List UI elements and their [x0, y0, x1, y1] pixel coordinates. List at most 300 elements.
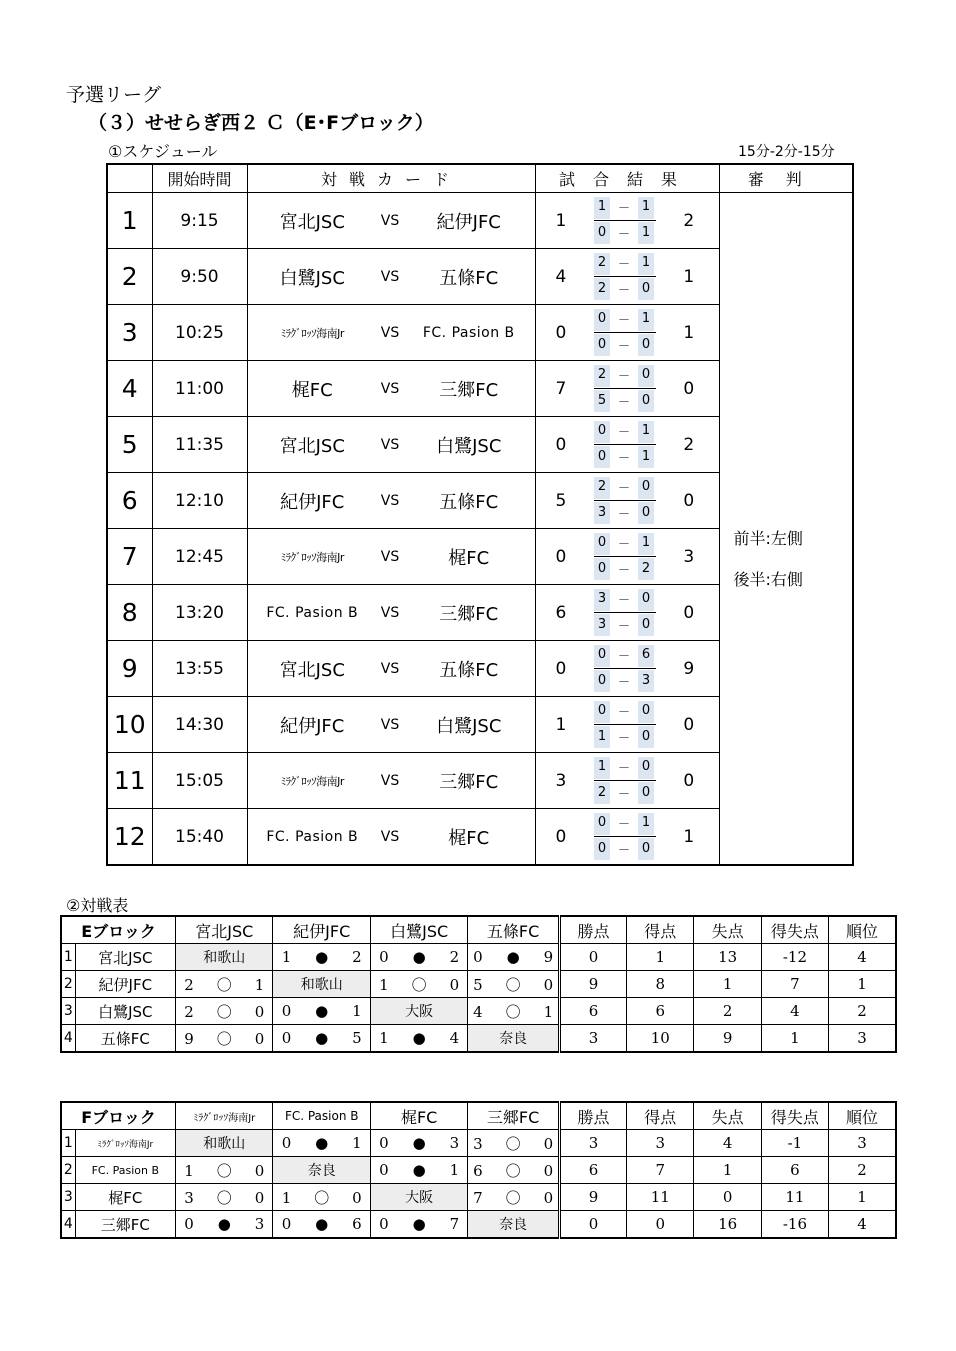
score-dash: － [618, 313, 631, 327]
goals-against: 0 [543, 1188, 554, 1207]
half-score-box [593, 641, 657, 696]
stat-value: 1 [694, 971, 761, 998]
away-first-half: 0 [641, 759, 651, 774]
score-dash: － [618, 369, 631, 383]
half-score-box [593, 417, 657, 472]
half-score-box [593, 249, 657, 304]
score-dash: － [618, 843, 631, 857]
goals-for: 0 [379, 1215, 389, 1233]
away-second-half: 0 [641, 281, 651, 296]
row-team: FC. Pasion B [75, 1157, 175, 1184]
stat-value: -16 [761, 1211, 828, 1239]
result-mark: ● [315, 1134, 329, 1152]
home-second-half: 0 [597, 561, 607, 576]
stat-value: 1 [694, 1157, 761, 1184]
stat-value: 0 [559, 944, 626, 971]
score-dash: － [618, 507, 631, 521]
away-score: 1 [659, 249, 719, 305]
match-time: 14:30 [152, 697, 247, 753]
result-cell [176, 1211, 273, 1239]
goals-against: 5 [352, 1029, 362, 1047]
match-number: 6 [107, 473, 152, 529]
away-second-half: 2 [641, 561, 651, 576]
stat-header: 順位 [829, 1102, 896, 1130]
away-score: 0 [659, 473, 719, 529]
home-second-half: 2 [597, 281, 607, 296]
goals-for: 4 [473, 1002, 483, 1021]
goals-for: 1 [281, 1188, 292, 1207]
home-team: FC. Pasion B [247, 809, 377, 866]
result-cell [273, 1025, 370, 1053]
away-team: FC. Pasion B [403, 305, 535, 361]
standings-row [61, 1025, 896, 1053]
standings-row [61, 971, 896, 998]
half-score-box [593, 585, 657, 640]
stat-value: 6 [627, 998, 694, 1025]
away-second-half: 3 [641, 673, 651, 688]
matrix-heading: ②対戦表 [66, 896, 129, 915]
home-second-half: 3 [597, 617, 607, 632]
stat-value: 11 [761, 1184, 828, 1211]
host-cell: 大阪 [370, 1184, 467, 1211]
score-dash: － [618, 481, 631, 495]
match-number: 11 [107, 753, 152, 809]
result-mark: 〇 [505, 1134, 521, 1153]
score-dash: － [618, 761, 631, 775]
stat-value: 13 [694, 944, 761, 971]
home-second-half: 0 [597, 449, 607, 464]
host-cell: 奈良 [273, 1157, 370, 1184]
goals-against: 9 [543, 948, 554, 966]
referee-note-first: 前半:左側 [733, 528, 803, 548]
away-team: 三郷FC [403, 753, 535, 809]
away-second-half: 0 [641, 505, 651, 520]
home-team: 梶FC [247, 361, 377, 417]
stat-value: 1 [829, 971, 896, 998]
stat-header: 得点 [627, 916, 694, 944]
vs-label: VS [377, 697, 403, 753]
host-cell: 大阪 [370, 998, 467, 1025]
standings-row [61, 1184, 896, 1211]
standings-row [61, 944, 896, 971]
home-second-half: 1 [597, 729, 607, 744]
match-number: 8 [107, 585, 152, 641]
vs-label: VS [377, 361, 403, 417]
column-team: 白鷺JSC [370, 916, 467, 944]
score-dash: － [618, 257, 631, 271]
column-team: 梶FC [370, 1102, 467, 1130]
match-time: 10:25 [152, 305, 247, 361]
home-second-half: 3 [597, 505, 607, 520]
result-cell [176, 1184, 273, 1211]
home-first-half: 1 [597, 759, 607, 774]
match-time: 15:40 [152, 809, 247, 866]
row-index: 2 [61, 1157, 75, 1184]
goals-for: 6 [473, 1161, 483, 1180]
column-team: FC. Pasion B [273, 1102, 370, 1130]
half-scores [593, 529, 659, 585]
away-score: 0 [659, 361, 719, 417]
stat-value: 3 [627, 1130, 694, 1157]
home-team: 宮北JSC [247, 417, 377, 473]
away-score: 0 [659, 697, 719, 753]
home-second-half: 0 [597, 673, 607, 688]
home-team: 紀伊JFC [247, 697, 377, 753]
away-first-half: 0 [641, 591, 651, 606]
result-cell [273, 1211, 370, 1239]
score-dash: － [618, 537, 631, 551]
home-score: 6 [535, 585, 593, 641]
away-first-half: 1 [641, 423, 651, 438]
result-mark: ● [315, 948, 329, 966]
away-score: 1 [659, 809, 719, 866]
home-first-half: 0 [597, 535, 607, 550]
row-index: 4 [61, 1211, 75, 1239]
result-cell [273, 1184, 370, 1211]
half-score-box [593, 361, 657, 416]
home-score: 3 [535, 753, 593, 809]
score-dash: － [618, 649, 631, 663]
header-result: 試合結果 [535, 164, 719, 193]
away-first-half: 1 [641, 199, 651, 214]
column-team: 紀伊JFC [273, 916, 370, 944]
half-score-box [593, 697, 657, 752]
away-score: 3 [659, 529, 719, 585]
home-first-half: 1 [597, 199, 607, 214]
goals-against: 0 [254, 1029, 265, 1048]
home-team: 白鷺JSC [247, 249, 377, 305]
row-team: 五條FC [75, 1025, 175, 1053]
result-cell [176, 1157, 273, 1184]
result-cell [273, 998, 370, 1025]
score-dash: － [618, 227, 631, 241]
match-number: 1 [107, 193, 152, 249]
result-mark: ● [412, 1161, 426, 1179]
result-mark: 〇 [216, 1029, 232, 1048]
match-number: 12 [107, 809, 152, 866]
half-scores [593, 305, 659, 361]
header-time: 開始時間 [152, 164, 247, 193]
block-name: Eブロック [61, 916, 176, 944]
goals-against: 6 [352, 1215, 362, 1233]
match-number: 2 [107, 249, 152, 305]
away-score: 0 [659, 585, 719, 641]
match-number: 5 [107, 417, 152, 473]
score-dash: － [618, 563, 631, 577]
home-score: 4 [535, 249, 593, 305]
home-second-half: 0 [597, 225, 607, 240]
goals-against: 0 [254, 1002, 265, 1021]
home-score: 0 [535, 529, 593, 585]
schedule-header-row [107, 164, 853, 193]
half-score-box [593, 753, 657, 808]
home-score: 0 [535, 809, 593, 866]
goals-for: 1 [379, 975, 389, 994]
away-second-half: 0 [641, 393, 651, 408]
goals-against: 0 [352, 1188, 362, 1207]
goals-for: 1 [379, 1029, 389, 1047]
stat-header: 順位 [829, 916, 896, 944]
schedule-table [106, 163, 854, 866]
host-cell: 奈良 [468, 1211, 559, 1239]
goals-for: 0 [281, 1215, 292, 1233]
league-title: 予選リーグ [66, 84, 162, 106]
goals-against: 0 [543, 1161, 554, 1180]
goals-against: 1 [254, 975, 265, 994]
vs-label: VS [377, 249, 403, 305]
goals-against: 1 [449, 1161, 460, 1179]
score-dash: － [618, 817, 631, 831]
stat-value: -12 [761, 944, 828, 971]
result-cell [370, 1211, 467, 1239]
stat-value: 4 [761, 998, 828, 1025]
match-time: 13:55 [152, 641, 247, 697]
stat-value: 4 [829, 944, 896, 971]
result-cell [468, 1184, 559, 1211]
result-mark: ● [315, 1215, 329, 1233]
away-team: 白鷺JSC [403, 417, 535, 473]
stat-value: 0 [559, 1211, 626, 1239]
result-mark: 〇 [216, 1188, 232, 1207]
result-mark: ● [506, 948, 520, 966]
home-team: ﾐﾗｸﾞﾛｯｿ海南Jr [247, 753, 377, 809]
standings-row [61, 1130, 896, 1157]
half-scores [593, 697, 659, 753]
goals-against: 2 [449, 948, 460, 966]
match-time: 12:10 [152, 473, 247, 529]
vs-label: VS [377, 473, 403, 529]
goals-for: 3 [184, 1188, 194, 1207]
away-second-half: 1 [641, 449, 651, 464]
half-score-box [593, 809, 657, 864]
block-header-row [61, 916, 896, 944]
stat-value: 3 [559, 1025, 626, 1053]
host-cell: 奈良 [468, 1025, 559, 1053]
away-team: 梶FC [403, 529, 535, 585]
goals-against: 0 [543, 975, 554, 994]
match-number: 7 [107, 529, 152, 585]
result-mark: ● [412, 948, 426, 966]
half-scores [593, 249, 659, 305]
score-dash: － [618, 705, 631, 719]
column-team: 宮北JSC [176, 916, 273, 944]
home-team: 紀伊JFC [247, 473, 377, 529]
schedule-heading: ①スケジュール [108, 142, 218, 161]
vs-label: VS [377, 417, 403, 473]
score-dash: － [618, 675, 631, 689]
score-dash: － [618, 619, 631, 633]
row-team: 梶FC [75, 1184, 175, 1211]
venue-title: （３）せせらぎ西２ Ｃ（E･Fブロック） [88, 112, 434, 134]
score-dash: － [618, 339, 631, 353]
home-team: 宮北JSC [247, 193, 377, 249]
home-first-half: 0 [597, 423, 607, 438]
host-cell: 和歌山 [273, 971, 370, 998]
goals-for: 0 [281, 1029, 292, 1047]
column-team: 五條FC [468, 916, 559, 944]
row-index: 3 [61, 1184, 75, 1211]
result-mark: ● [412, 1029, 426, 1047]
block-f-table [60, 1101, 897, 1239]
match-number: 3 [107, 305, 152, 361]
home-team: ﾐﾗｸﾞﾛｯｿ海南Jr [247, 305, 377, 361]
column-team: ﾐﾗｸﾞﾛｯｿ海南Jr [176, 1102, 273, 1130]
header-referee: 審判 [719, 164, 853, 193]
result-cell [176, 971, 273, 998]
away-first-half: 6 [641, 647, 651, 662]
result-cell [370, 1025, 467, 1053]
header-no [107, 164, 152, 193]
goals-against: 1 [543, 1002, 554, 1021]
away-first-half: 1 [641, 815, 651, 830]
goals-for: 5 [473, 975, 483, 994]
stat-value: 2 [829, 1157, 896, 1184]
result-cell [370, 944, 467, 971]
half-score-box [593, 473, 657, 528]
away-team: 五條FC [403, 641, 535, 697]
away-first-half: 1 [641, 255, 651, 270]
result-mark: 〇 [411, 975, 427, 994]
match-number: 10 [107, 697, 152, 753]
result-mark: ● [412, 1215, 426, 1233]
goals-for: 0 [379, 948, 389, 966]
away-first-half: 1 [641, 311, 651, 326]
result-cell [370, 1157, 467, 1184]
row-team: 宮北JSC [75, 944, 175, 971]
block-e-table [60, 915, 897, 1053]
result-mark: 〇 [505, 1188, 521, 1207]
result-mark: ● [412, 1134, 426, 1152]
away-team: 白鷺JSC [403, 697, 535, 753]
standings-row [61, 1211, 896, 1239]
row-team: 白鷺JSC [75, 998, 175, 1025]
stat-value: 4 [829, 1211, 896, 1239]
result-mark: ● [315, 1002, 329, 1020]
away-score: 2 [659, 193, 719, 249]
home-team: 宮北JSC [247, 641, 377, 697]
stat-value: 3 [559, 1130, 626, 1157]
home-score: 0 [535, 417, 593, 473]
score-dash: － [618, 201, 631, 215]
match-time: 11:35 [152, 417, 247, 473]
half-scores [593, 417, 659, 473]
goals-against: 1 [352, 1002, 362, 1020]
home-score: 0 [535, 641, 593, 697]
half-scores [593, 585, 659, 641]
match-number: 9 [107, 641, 152, 697]
home-score: 1 [535, 193, 593, 249]
goals-against: 0 [254, 1161, 265, 1180]
goals-for: 1 [281, 948, 292, 966]
score-dash: － [618, 451, 631, 465]
stat-value: 2 [829, 998, 896, 1025]
half-score-box [593, 193, 657, 248]
block-name: Fブロック [61, 1102, 176, 1130]
away-score: 9 [659, 641, 719, 697]
stat-value: 0 [694, 1184, 761, 1211]
match-time: 13:20 [152, 585, 247, 641]
away-team: 三郷FC [403, 361, 535, 417]
result-mark: 〇 [505, 975, 521, 994]
stat-header: 得失点 [761, 916, 828, 944]
goals-for: 0 [379, 1161, 389, 1179]
vs-label: VS [377, 529, 403, 585]
goals-against: 0 [543, 1134, 554, 1153]
away-second-half: 0 [641, 617, 651, 632]
stat-value: 3 [829, 1130, 896, 1157]
header-card: 対戦カード [247, 164, 535, 193]
stat-value: -1 [761, 1130, 828, 1157]
stat-value: 8 [627, 971, 694, 998]
result-cell [468, 971, 559, 998]
result-cell [273, 1130, 370, 1157]
away-score: 1 [659, 305, 719, 361]
home-first-half: 3 [597, 591, 607, 606]
score-dash: － [618, 593, 631, 607]
away-team: 紀伊JFC [403, 193, 535, 249]
stat-value: 1 [829, 1184, 896, 1211]
result-mark: 〇 [216, 975, 232, 994]
stat-value: 11 [627, 1184, 694, 1211]
home-first-half: 0 [597, 703, 607, 718]
half-scores [593, 193, 659, 249]
standings-row [61, 1157, 896, 1184]
block-header-row [61, 1102, 896, 1130]
match-number: 4 [107, 361, 152, 417]
home-second-half: 0 [597, 841, 607, 856]
goals-for: 7 [473, 1188, 483, 1207]
row-index: 2 [61, 971, 75, 998]
result-cell [370, 1130, 467, 1157]
goals-for: 9 [184, 1029, 194, 1048]
goals-against: 1 [352, 1134, 362, 1152]
away-first-half: 0 [641, 703, 651, 718]
match-time: 12:45 [152, 529, 247, 585]
half-score-box [593, 305, 657, 360]
away-team: 五條FC [403, 249, 535, 305]
result-mark: 〇 [216, 1002, 232, 1021]
half-scores [593, 753, 659, 809]
away-second-half: 1 [641, 225, 651, 240]
score-dash: － [618, 787, 631, 801]
goals-against: 4 [449, 1029, 460, 1047]
away-team: 五條FC [403, 473, 535, 529]
stat-value: 3 [829, 1025, 896, 1053]
row-index: 1 [61, 944, 75, 971]
away-team: 三郷FC [403, 585, 535, 641]
half-scores [593, 809, 659, 866]
host-cell: 和歌山 [176, 1130, 273, 1157]
stat-header: 失点 [694, 916, 761, 944]
vs-label: VS [377, 809, 403, 866]
goals-for: 2 [184, 975, 194, 994]
stat-value: 16 [694, 1211, 761, 1239]
match-time: 11:00 [152, 361, 247, 417]
score-dash: － [618, 731, 631, 745]
home-score: 5 [535, 473, 593, 529]
home-score: 0 [535, 305, 593, 361]
home-first-half: 2 [597, 255, 607, 270]
home-first-half: 0 [597, 647, 607, 662]
away-team: 梶FC [403, 809, 535, 866]
result-mark: ● [315, 1029, 329, 1047]
column-team: 三郷FC [468, 1102, 559, 1130]
result-mark: ● [217, 1215, 231, 1233]
stat-header: 得失点 [761, 1102, 828, 1130]
stat-header: 得点 [627, 1102, 694, 1130]
stat-value: 10 [627, 1025, 694, 1053]
half-scores [593, 473, 659, 529]
